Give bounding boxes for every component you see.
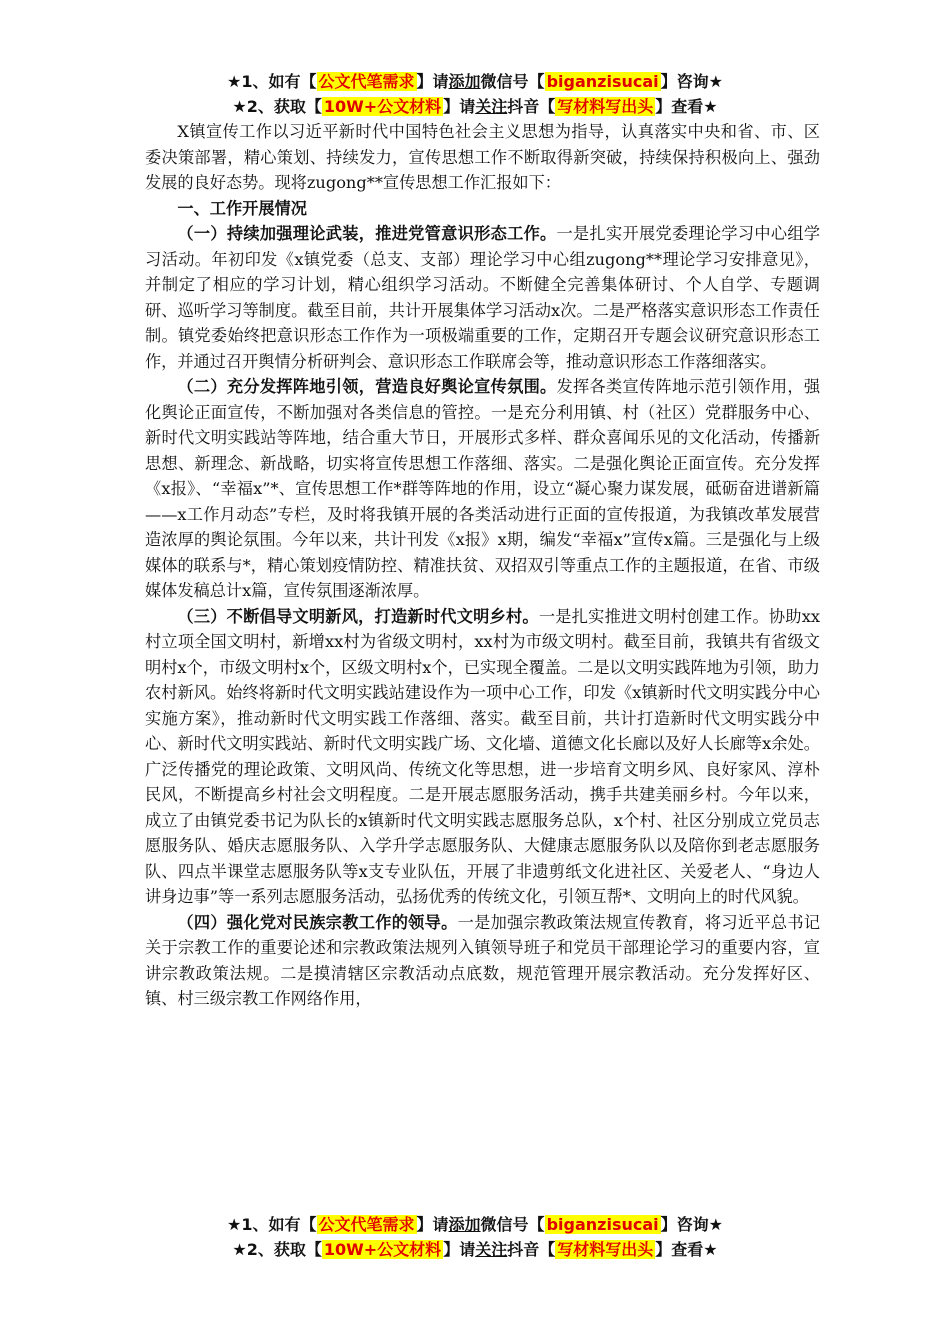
promo-banner-bottom bbox=[0, 1212, 950, 1262]
highlight-materials: 10W+公文材料 bbox=[323, 1240, 442, 1259]
section-heading: 一、工作开展情况 bbox=[177, 198, 307, 218]
promo-line-2: ★2、获取【 10W+公文材料 】请关注抖音【 写材料写出头 】查看★ bbox=[232, 1240, 718, 1259]
paragraph-3-heading: （三）不断倡导文明新风，打造新时代文明乡村。 bbox=[177, 606, 539, 626]
paragraph-1-body: 一是扎实开展党委理论学习中心组学习活动。年初印发《x镇党委（总支、支部）理论学习中心组zugong**理论学习安排意见》，并制定了相应的学习计划，精心组织学习活动。不断健全完善集体研讨、个人自学、专题调研、巡听学习等制度。截至目前，共计开展集体学习活动x次。二是严格落实意识形态工作责任制。镇党委始终把意识形态工作作为一项极端重要的工作，定期召开专题会议研究意识形态工作，并通过召开舆情分析研判会、意识形态工作联席会等，推动意识形态工作落细落实。 bbox=[145, 224, 821, 371]
paragraph-3-body: 一是扎实推进文明村创建工作。协助xx村立项全国文明村，新增xx村为省级文明村，xx村为市级文明村。截至目前，我镇共有省级文明村x个，市级文明村x个，区级文明村x个，已实现全覆盖。二是以文明实践阵地为引领，助力农村新风。始终将新时代文明实践站建设作为一项中心工作，印发《x镇新时代文明实践分中心实施方案》，推动新时代文明实践工作落细、落实。截至目前，共计打造新时代文明实践分中心、新时代文明实践站、新时代文明实践广场、文化墙、道德文化长廊以及好人长廊等x余处。广泛传播党的理论政策、文明风尚、传统文化等思想，进一步培育文明乡风、良好家风、淳朴民风，不断提高乡村社会文明程度。二是开展志愿服务活动，携手共建美丽乡村。今年以来，成立了由镇党委书记为队长的x镇新时代文明实践志愿服务总队，x个村、社区分别成立党员志愿服务队、婚庆志愿服务队、入学升学志愿服务队、大健康志愿服务队以及陪你到老志愿服务队、四点半课堂志愿服务队等x支专业队伍，开展了非遗剪纸文化进社区、关爱老人、“身边人讲身边事”等一系列志愿服务活动，弘扬优秀的传统文化，引领互帮*、文明向上的时代风貌。 bbox=[145, 606, 820, 906]
paragraph-2-body: 发挥各类宣传阵地示范引领作用，强化舆论正面宣传，不断加强对各类信息的管控。一是充分利用镇、村（社区）党群服务中心、新时代文明实践站等阵地，结合重大节日，开展形式多样、群众喜闻乐见的文化活动，传播新思想、新理念、新战略，切实将宣传思想工作落细、落实。二是强化舆论正面宣传。充分发挥《x报》、“幸福x”*、宣传思想工作*群等阵地的作用，设立“凝心聚力谋发展，砥砺奋进谱新篇——x工作月动态”专栏，及时将我镇开展的各类活动进行正面的宣传报道，为我镇改革发展营造浓厚的舆论氛围。今年以来，共计刊发《x报》x期，编发“幸福x”宣传x篇。三是强化与上级媒体的联系与*，精心策划疫情防控、精准扶贫、双招双引等重点工作的主题报道，在省、市级媒体发稿总计x篇，宣传氛围逐渐浓厚。 bbox=[145, 377, 821, 600]
paragraph-4 bbox=[145, 910, 820, 1012]
document-body bbox=[145, 119, 820, 1012]
promo-line-1: ★1、如有【 公文代笔需求 】请添加微信号【 biganzisucai 】咨询★ bbox=[227, 1215, 723, 1234]
paragraph-3 bbox=[145, 604, 820, 910]
paragraph-1-heading: （一）持续加强理论武装，推进党管意识形态工作。 bbox=[177, 224, 557, 243]
paragraph-4-body: 一是加强宗教政策法规宣传教育，将习近平总书记关于宗教工作的重要论述和宗教政策法规列入镇领导班子和党员干部理论学习的重要内容，宣讲宗教政策法规。二是摸清辖区宗教活动点底数，规范管理开展宗教活动。充分发挥好区、镇、村三级宗教工作网络作用， bbox=[145, 912, 821, 1008]
promo-banner-top bbox=[0, 69, 950, 119]
highlight-materials: 10W+公文材料 bbox=[323, 97, 442, 116]
paragraph-4-heading: （四）强化党对民族宗教工作的领导。 bbox=[177, 912, 458, 932]
highlight-wechat-id: biganzisucai bbox=[546, 1215, 659, 1234]
paragraph-1 bbox=[145, 221, 820, 374]
promo-line-2: ★2、获取【 10W+公文材料 】请关注抖音【 写材料写出头 】查看★ bbox=[232, 97, 718, 116]
intro-paragraph: X镇宣传工作以习近平新时代中国特色社会主义思想为指导，认真落实中央和省、市、区委决策部署，精心策划、持续发力，宣传思想工作不断取得新突破，持续保持积极向上、强劲发展的良好态势。现将zugong**宣传思想工作汇报如下： bbox=[145, 122, 820, 192]
promo-line-1: ★1、如有【 公文代笔需求 】请添加微信号【 biganzisucai 】咨询★ bbox=[227, 72, 723, 91]
paragraph-2 bbox=[145, 374, 820, 604]
highlight-douyin-id: 写材料写出头 bbox=[557, 1240, 654, 1259]
paragraph-2-heading: （二）充分发挥阵地引领，营造良好舆论宣传氛围。 bbox=[177, 377, 557, 396]
highlight-douyin-id: 写材料写出头 bbox=[557, 97, 654, 116]
highlight-wechat-id: biganzisucai bbox=[546, 72, 659, 91]
highlight-service: 公文代笔需求 bbox=[318, 1215, 415, 1234]
highlight-service: 公文代笔需求 bbox=[318, 72, 415, 91]
